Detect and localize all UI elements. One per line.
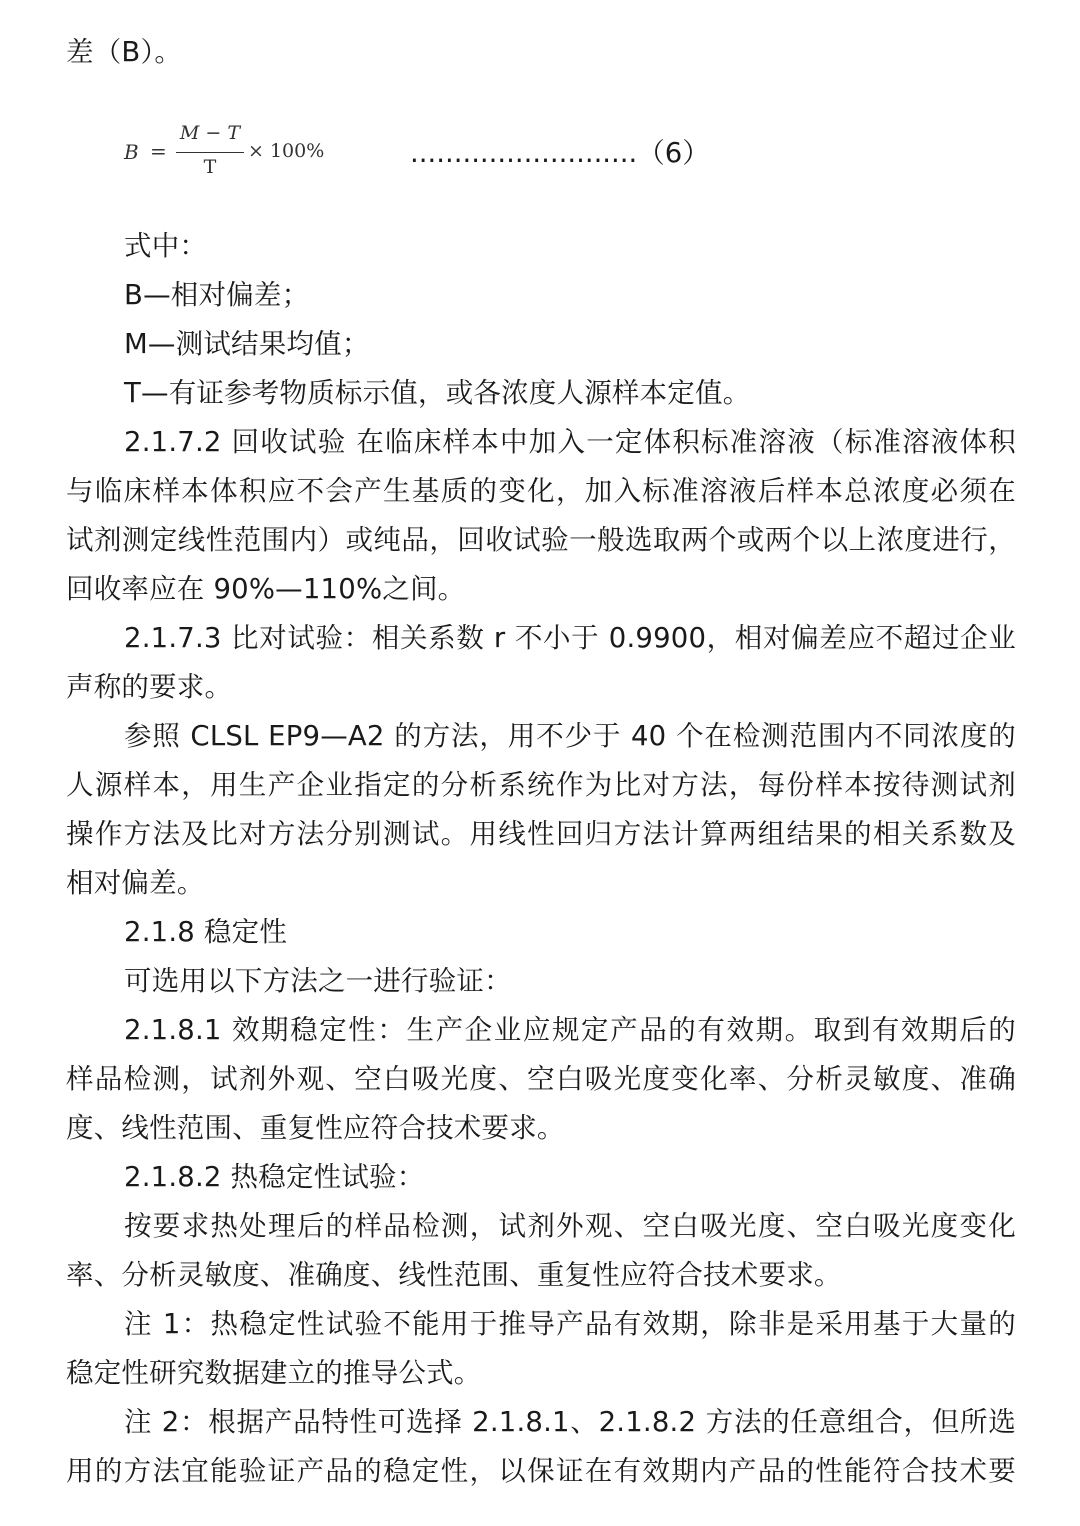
text-line-17: 可选用以下方法之一进行验证： — [124, 965, 512, 997]
text-line-13: 人源样本，用生产企业指定的分析系统作为比对方法，每份样本按待测试剂 — [66, 769, 1016, 801]
text-line-3: B—相对偏差； — [124, 279, 310, 311]
text-line-7: 与临床样本体积应不会产生基质的变化，加入标准溶液后样本总浓度必须在 — [66, 475, 1016, 507]
fraction-bar — [176, 152, 244, 153]
text-line-14: 操作方法及比对方法分别测试。用线性回归方法计算两组结果的相关系数及 — [66, 818, 1016, 850]
note-1-line-1: 注 1：热稳定性试验不能用于推导产品有效期，除非是采用基于大量的 — [124, 1308, 1016, 1340]
text-line-2: 式中： — [124, 230, 208, 262]
text-line-8: 试剂测定线性范围内）或纯品，回收试验一般选取两个或两个以上浓度进行， — [66, 524, 1016, 556]
formula-numerator: M − T — [179, 122, 241, 144]
note-1-line-2: 稳定性研究数据建立的推导公式。 — [66, 1357, 482, 1389]
text-line-6: 2.1.7.2 回收试验 在临床样本中加入一定体积标准溶液（标准溶液体积 — [124, 426, 1016, 458]
text-line-12: 参照 CLSL EP9—A2 的方法，用不少于 40 个在检测范围内不同浓度的 — [124, 720, 1016, 752]
formula-equals: = — [150, 139, 167, 163]
text-line-23: 率、分析灵敏度、准确度、线性范围、重复性应符合技术要求。 — [66, 1259, 842, 1291]
formula-multiplier: × 100% — [248, 140, 325, 162]
text-line-19: 样品检测，试剂外观、空白吸光度、空白吸光度变化率、分析灵敏度、准确 — [66, 1063, 1016, 1095]
formula-fraction — [174, 118, 246, 184]
text-line-5: T—有证参考物质标示值，或各浓度人源样本定值。 — [124, 377, 751, 409]
text-line-11: 声称的要求。 — [66, 671, 233, 703]
text-line-1: 差（B）。 — [66, 36, 183, 68]
formula-lhs: B — [124, 140, 139, 164]
text-line-10: 2.1.7.3 比对试验：相关系数 r 不小于 0.9900，相对偏差应不超过企业 — [124, 622, 1016, 654]
equation-number: ..........................（6） — [410, 137, 710, 169]
relative-deviation-formula — [122, 118, 382, 188]
formula-denominator: T — [203, 156, 217, 178]
text-line-18: 2.1.8.1 效期稳定性：生产企业应规定产品的有效期。取到有效期后的 — [124, 1014, 1016, 1046]
text-line-20: 度、线性范围、重复性应符合技术要求。 — [66, 1112, 565, 1144]
text-line-9: 回收率应在 90%—110%之间。 — [66, 573, 466, 605]
note-2-line-1: 注 2：根据产品特性可选择 2.1.8.1、2.1.8.2 方法的任意组合，但所选 — [124, 1406, 1016, 1438]
section-heading-2-1-8: 2.1.8 稳定性 — [124, 916, 288, 948]
text-line-4: M—测试结果均值； — [124, 328, 370, 360]
text-line-15: 相对偏差。 — [66, 867, 205, 899]
note-2-line-2: 用的方法宜能验证产品的稳定性，以保证在有效期内产品的性能符合技术要 — [66, 1455, 1016, 1487]
text-line-22: 按要求热处理后的样品检测，试剂外观、空白吸光度、空白吸光度变化 — [124, 1210, 1016, 1242]
text-line-21: 2.1.8.2 热稳定性试验： — [124, 1161, 425, 1193]
